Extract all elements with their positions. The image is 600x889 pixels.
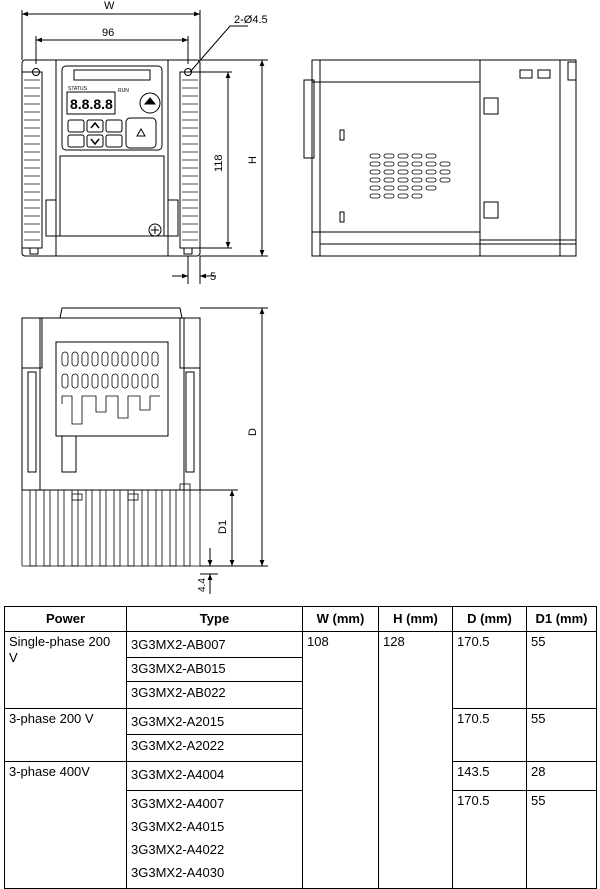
type-value: 3G3MX2-A2015	[131, 714, 225, 729]
type-cell	[127, 762, 303, 791]
dim-4-4-label: 4.4	[197, 578, 208, 592]
d1-cell: 55	[527, 632, 597, 709]
dimension-table	[4, 606, 597, 889]
display-digits: 8.8.8.8	[70, 96, 113, 112]
type-value: 3G3MX2-A4004	[131, 767, 225, 782]
side-view	[304, 60, 576, 256]
front-view	[22, 10, 268, 284]
h-cell: 128	[379, 632, 453, 889]
dim-118-label: 118	[213, 154, 225, 172]
type-value: 3G3MX2-A4030	[131, 865, 225, 880]
table-row	[5, 632, 597, 709]
hole-spec-label: 2-Ø4.5	[234, 14, 268, 26]
power-cell: Single-phase 200 V	[5, 632, 127, 709]
type-value: 3G3MX2-AB015	[127, 657, 302, 681]
table-row	[5, 762, 597, 791]
header-d1: D1 (mm)	[527, 607, 597, 632]
dim-5-label: 5	[210, 271, 217, 283]
type-cell	[127, 632, 303, 709]
d1-cell: 55	[527, 791, 597, 889]
type-value: 3G3MX2-A4022	[131, 842, 225, 857]
type-cell	[127, 791, 303, 889]
header-d: D (mm)	[453, 607, 527, 632]
type-value: 3G3MX2-A4007	[131, 796, 225, 811]
power-cell: 3-phase 200 V	[5, 709, 127, 762]
dim-d-label: D	[247, 428, 259, 436]
dim-96-label: 96	[102, 27, 115, 39]
dim-d1-label: D1	[217, 519, 229, 534]
power-cell: 3-phase 400V	[5, 762, 127, 889]
d-cell: 170.5	[453, 632, 527, 709]
type-value: 3G3MX2-AB022	[127, 681, 302, 705]
d-cell: 170.5	[453, 709, 527, 762]
type-value: 3G3MX2-A4015	[131, 819, 225, 834]
w-cell: 108	[303, 632, 379, 889]
dim-h-label: H	[247, 156, 259, 164]
header-type: Type	[127, 607, 303, 632]
svg-text:RUN: RUN	[118, 88, 129, 94]
type-value: 3G3MX2-A2022	[127, 734, 302, 758]
header-w: W (mm)	[303, 607, 379, 632]
d-cell: 143.5	[453, 762, 527, 791]
header-h: H (mm)	[379, 607, 453, 632]
table-row	[5, 709, 597, 762]
bottom-view	[22, 308, 268, 594]
svg-text:STATUS: STATUS	[68, 86, 87, 92]
header-power: Power	[5, 607, 127, 632]
d1-cell: 28	[527, 762, 597, 791]
type-cell	[127, 709, 303, 762]
table-header-row	[5, 607, 597, 632]
d1-cell: 55	[527, 709, 597, 762]
d-cell: 170.5	[453, 791, 527, 889]
dim-w-label: W	[104, 0, 115, 12]
type-value: 3G3MX2-AB007	[131, 637, 226, 652]
